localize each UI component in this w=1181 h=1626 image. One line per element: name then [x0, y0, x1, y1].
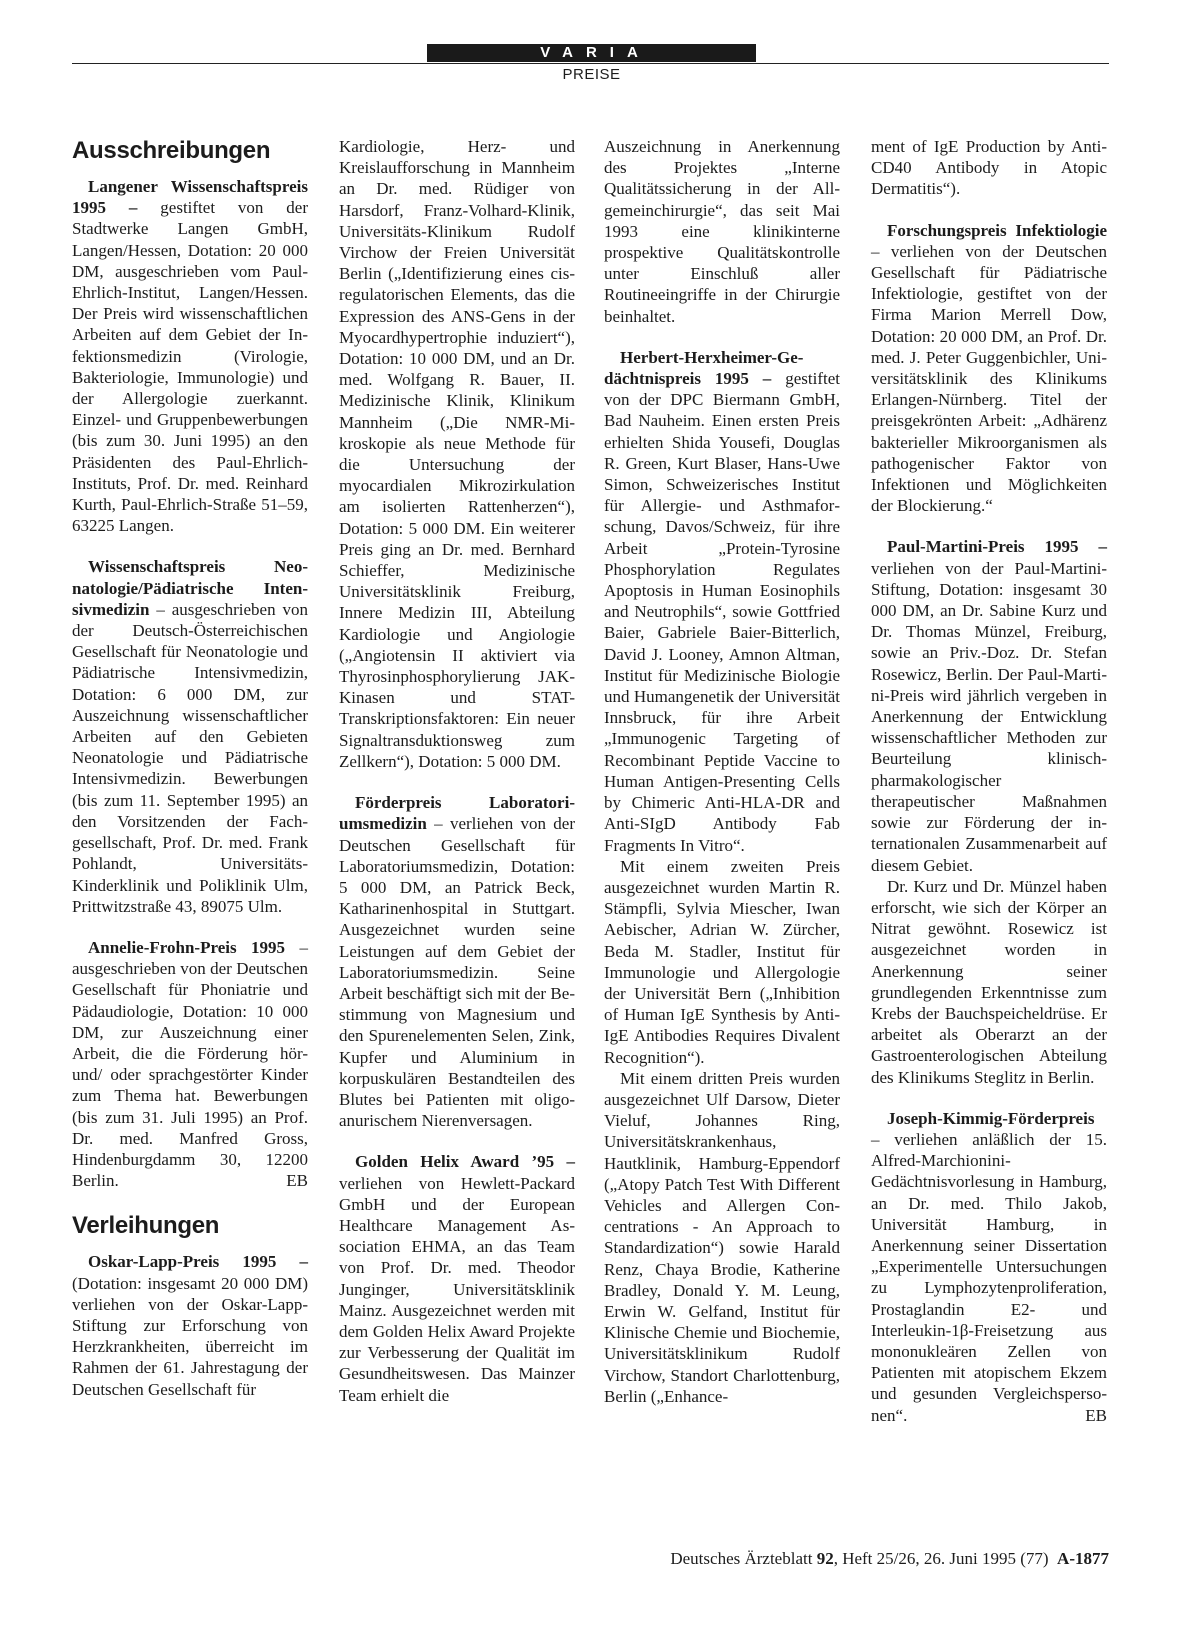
- entry-neonatologie-preis: [72, 556, 308, 916]
- journal-name: Deutsches Ärzteblatt: [670, 1549, 813, 1568]
- issue-date: , Heft 25/26, 26. Juni 1995 (77): [833, 1549, 1049, 1568]
- entry-text: verliehen von der Paul-Martini-Stiftung, Dotation: insgesamt 30 000 DM, an Dr. Sabine Kurz und Dr. Thomas Münzel, Freiburg, sowie an Priv.-Doz. Dr. Stefan Rosewicz, Berlin. Der Paul-Martini-Preis wird jährlich vergeben in Anerkennung der Entwicklung wissenschaftlicher Methoden zur Beurteilung klinisch-pharmakologischer therapeutischer Maßnahmen sowie zur Förderung der internationalen Zusammenarbeit auf diesem Gebiet.: [871, 558, 1107, 875]
- entry-paul-martini-preis: [871, 536, 1107, 875]
- page-footer: [670, 1549, 1109, 1569]
- entry-herxheimer-preis: [604, 347, 840, 856]
- section-subtitle: PREISE: [562, 66, 621, 83]
- entry-title: Golden Helix Award ’95 –: [355, 1152, 575, 1172]
- paragraph-research: Dr. Kurz und Dr. Münzel haben erforscht, wie sich der Körper an Nitrat gewöhnt. Rosewicz ist ausgezeichnet worden in Anerkennung seiner grundlegenden Erkenntnisse zum Krebs der Bauchspeicheldrüse. Er arbeitet als Oberarzt an der Gastroenterologischen Abteilung des Klinikums Steglitz in Berlin.: [871, 876, 1107, 1087]
- entry-title: Förderpreis Laboratoriumsmedizin: [339, 793, 575, 834]
- entry-text: – ausgeschrieben von der Deutschen Gesellschaft für Phoniatrie und Pädaudiologie, Dotation: 10 000 DM, zur Auszeichnung einer Arbeit, die die Förderung hör- und/ oder sprachgestörter Kinder zum Thema hat. Bewerbungen (bis zum 31. Juli 1995) an Prof. Dr. med. Manfred Gross, Hindenburgdamm 30, 12200 Berlin.: [72, 937, 308, 1191]
- entry-text: – ausgeschrieben von der Deutsch-Österreichischen Gesellschaft für Neonatologie und Pädiatrische Intensivmedizin, Dotation: 6 000 DM, zur Auszeichnung wissenschaftlicher Arbeiten auf den Gebieten Neonatologie und Pädiatrische Intensivmedizin. Bewerbungen (bis zum 11. September 1995) an den Vorsitzenden der Fachgesellschaft, Prof. Dr. med. Frank Pohlandt, Universitäts-Kinderklinik und Poliklinik Ulm, Prittwitzstraße 43, 89075 Ulm.: [72, 599, 308, 916]
- entry-title: Joseph-Kimmig-Förderpreis: [887, 1108, 1095, 1128]
- entry-title: Langener Wissenschaftspreis 1995 –: [72, 177, 308, 218]
- entry-text: – verliehen von der Deutschen Gesellschaft für Pädiatrische Infektiologie, gestiftet von der Firma Marion Merrell Dow, Dotation: 20 000 DM, an Prof. Dr. med. J. Peter Guggenbichler, Universitätsklinik des Klinikums Erlangen-Nürnberg. Titel der preisgekrönten Arbeit: „Adhärenz bakterieller Mikroorganismen als pathogenischer Faktor von Infektionen und Möglichkeiten der Blockierung.“: [871, 241, 1107, 516]
- entry-text: verliehen von Hewlett-Packard GmbH und der European Healthcare Management Association EHMA, an das Team von Prof. Dr. med. Theodor Junginger, Universitätsklinik Mainz. Ausgezeichnet werden mit dem Golden Helix Award Projekte zur Verbesserung der Qualität im Gesundheitswesen. Das Mainzer Team erhielt die: [339, 1173, 575, 1405]
- entry-golden-helix-award: [339, 1151, 575, 1405]
- entry-text: gestiftet von der DPC Biermann GmbH, Bad Nauheim. Einen ersten Preis erhielten Shida Yousefi, Douglas R. Green, Kurt Blaser, Hans-Uwe Simon, Schweizerisches Institut für Allergie- und Asthmaforschung, Davos/Schweiz, für ihre Arbeit „Protein-Tyrosine Phosphorylation Regulates Apoptosis in Human Eosinophils and Neutrophils“, sowie Gottfried Baier, Gabriele Baier-Bitterlich, David J. Looney, Amnon Altman, Institut für Medizinische Biologie und Humangenetik der Universität Innsbruck, für ihre Arbeit „Immunogenic Targeting of Recombinant Peptide Vaccine to Human Antigen-Presenting Cells by Chimeric Anti-HLA-DR and Anti-SIgD Antibody Fab Fragments In Vitro“.: [604, 369, 840, 855]
- entry-text: – verliehen von der Deutschen Gesellschaft für Laboratoriumsmedizin, Dotation: 5 000 DM, an Patrick Beck, Katharinenhospital in Stuttgart. Ausgezeichnet wurden seine Leistungen auf dem Gebiet der Laboratoriumsmedizin. Seine Arbeit beschäftigt sich mit der Bestimmung von Magnesium und den Spurenelementen Selen, Zink, Kupfer und Aluminium in korpuskulären Bestandteilen des Blutes bei Patienten mit oligo-anurischem Nierenversagen.: [339, 814, 575, 1131]
- heading-verleihungen: Verleihungen: [72, 1212, 220, 1240]
- paragraph-continued: ment of IgE Production by Anti-CD40 Antibody in Atopic Dermatitis“).: [871, 137, 1107, 199]
- heading-ausschreibungen: Ausschreibungen: [72, 137, 271, 164]
- entry-title: Paul-Martini-Preis 1995 –: [887, 537, 1107, 557]
- page-number: A-1877: [1057, 1549, 1109, 1568]
- entry-foerderpreis-labor: [339, 792, 575, 1131]
- entry-text: gestiftet von der Stadtwerke Langen GmbH, Langen/Hessen, Dotation: 20 000 DM, ausgeschrieben vom Paul-Ehrlich-Institut, Langen/Hessen. Der Preis wird wissenschaftlichen Arbeiten auf dem Gebiet der Infektionsmedizin (Virologie, Bakteriologie, Immunologie) und der Allergologie zuerkannt. Einzel- und Gruppenbewerbungen (bis zum 30. Juni 1995) an den Präsidenten des Paul-Ehrlich-Instituts, Prof. Dr. med. Reinhard Kurth, Paul-Ehrlich-Straße 51–59, 63225 Langen.: [72, 198, 309, 536]
- section-banner: VARIA: [427, 44, 756, 62]
- entry-title: Forschungspreis Infektiologie: [887, 220, 1107, 240]
- entry-annelie-frohn-preis: [72, 937, 308, 1191]
- entry-joseph-kimmig-preis: [871, 1108, 1107, 1426]
- column-1: [72, 136, 308, 1400]
- column-2: [339, 136, 575, 1406]
- header-rule: [72, 63, 1109, 64]
- column-4: [871, 136, 1107, 1426]
- author-initials: EB: [1085, 1405, 1107, 1425]
- paragraph-continued: Kardiologie, Herz- und Kreislaufforschung in Mannheim an Dr. med. Rüdiger von Harsdorf, Franz-Volhard-Klinik, Universitäts-Klinikum Rudolf Virchow der Freien Universität Berlin („Identifizierung eines cis-regulatorischen Elements, das die Expression des ANS-Gens in der Myocardhypertrophie induziert“), Dotation: 10 000 DM, und an Dr. med. Wolfgang R. Bauer, II. Medizinische Klinik, Klinikum Mannheim („Die NMR-Mikroskopie als neue Methode für die Untersuchung der myocardialen Mikrozirkulation am isolierten Rattenherzen“), Dotation: 5 000 DM. Ein weiterer Preis ging an Dr. med. Bernhard Schieffer, Medizinische Universitätsklinik Freiburg, Innere Medizin III, Abteilung Kardiologie und Angiologie („Angiotensin II aktiviert via Thyrosinphosphorylierung JAK-Kinasen und STAT-Transkriptionsfaktoren: Ein neuer Signaltransduktionsweg zum Zellkern“), Dotation: 5 000 DM.: [339, 137, 575, 771]
- paragraph-third-prize: Mit einem dritten Preis wurden ausgezeichnet Ulf Darsow, Dieter Vieluf, Johannes Ring, Universitätskrankenhaus, Hautklinik, Hamburg-Eppendorf („Atopy Patch Test With Different Vehicles and Allergen Concentrations - An Approach to Standardization“) sowie Harald Renz, Chaya Brodie, Katherine Bradley, Donald Y. M. Leung, Erwin W. Gelfand, Institut für Klinische Chemie und Biochemie, Universitätsklinikum Rudolf Virchow, Standort Charlottenburg, Berlin („Enhance-: [604, 1068, 840, 1406]
- entry-title: Annelie-Frohn-Preis 1995: [88, 937, 286, 957]
- entry-langener-preis: [72, 176, 308, 536]
- entry-title: Oskar-Lapp-Preis 1995 –: [88, 1252, 308, 1272]
- entry-title: Herbert-Herxheimer-Gedächtnispreis 1995 –: [604, 347, 804, 389]
- author-initials: EB: [286, 1171, 308, 1191]
- paragraph-second-prize: Mit einem zweiten Preis ausgezeichnet wurden Martin R. Stämpfli, Sylvia Miescher, Iwan Aebischer, Adrian W. Zürcher, Beda M. Stadler, Institut für Immunologie und Allergologie der Universität Bern („Inhibition of Human IgE Synthesis by Anti-IgE Antibodies Requires Divalent Recognition“).: [604, 856, 840, 1067]
- volume-number: 92: [816, 1549, 834, 1568]
- entry-text: – verliehen anläßlich der 15. Alfred-Marchionini-Gedächtnisvorlesung in Hamburg, an Dr. med. Thilo Jakob, Universität Hamburg, in Anerkennung seiner Dissertation „Experimentelle Untersuchungen zu Lymphozytenproliferation, Prostaglandin E2- und Interleukin-1β-Freisetzung aus mononukleären Zellen von Patienten mit atopischem Ekzem und gesunden Vergleichspersonen“.: [871, 1129, 1107, 1425]
- entry-text: (Dotation: insgesamt 20 000 DM) verliehen von der Oskar-Lapp-Stiftung zur Erforschung von Herzkrankheiten, überreicht im Rahmen der 61. Jahrestagung der Deutschen Gesellschaft für: [72, 1273, 308, 1399]
- entry-forschungspreis-infektiologie: [871, 220, 1107, 517]
- entry-oskar-lapp-preis: [72, 1251, 308, 1399]
- paragraph-continued: Auszeichnung in Anerkennung des Projektes „Interne Qualitätssicherung in der Allgemeinchirurgie“, das seit Mai 1993 eine klinikinterne prospektive Qualitätskontrolle unter Einschluß aller Routineeingriffe in der Chirurgie beinhaltet.: [604, 137, 840, 326]
- column-3: [604, 136, 840, 1407]
- article-columns: [72, 136, 1109, 1536]
- entry-title: Wissenschaftspreis Neonatologie/Pädiatrische Intensivmedizin: [72, 557, 308, 619]
